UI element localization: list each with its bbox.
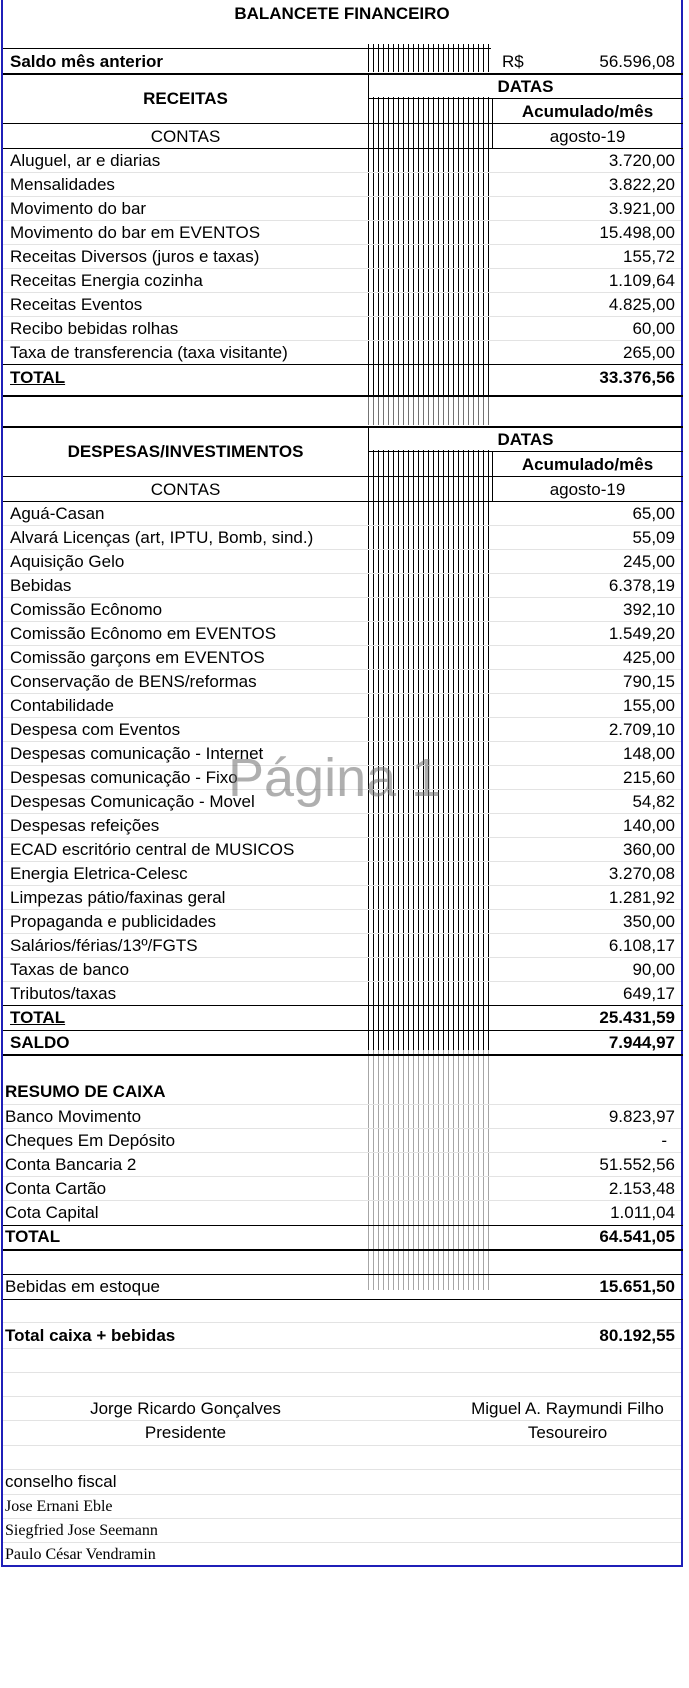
resumo-value: 2.153,48: [608, 1179, 675, 1198]
despesas-total-value: 25.431,59: [599, 1008, 675, 1027]
resumo-label: Cheques Em Depósito: [5, 1131, 176, 1150]
divider: [3, 1030, 683, 1031]
despesa-label: Alvará Licenças (art, IPTU, Bomb, sind.): [10, 528, 314, 547]
despesa-value: 6.378,19: [608, 576, 675, 595]
despesa-value: 54,82: [632, 792, 675, 811]
despesa-label: Comissão Ecônomo em EVENTOS: [10, 624, 277, 643]
despesa-label: Tributos/taxas: [10, 984, 117, 1003]
despesa-value: 392,10: [623, 600, 675, 619]
receitas-total-label: TOTAL: [10, 368, 66, 387]
despesa-value: 245,00: [623, 552, 675, 571]
conselho-membro: Siegfried Jose Seemann: [5, 1522, 158, 1539]
despesa-value: 65,00: [632, 504, 675, 523]
receita-value: 60,00: [632, 319, 675, 338]
saldo-label: SALDO: [10, 1033, 70, 1052]
divider: [3, 48, 491, 49]
resumo-value: 1.011,04: [610, 1203, 675, 1222]
despesa-label: Contabilidade: [10, 696, 114, 715]
despesas-datas-label: DATAS: [497, 430, 554, 449]
resumo-label: Cota Capital: [5, 1203, 99, 1222]
divider: [3, 123, 683, 124]
saldo-anterior-label: Saldo mês anterior: [10, 52, 164, 71]
despesa-label: Comissão Ecônomo: [10, 600, 163, 619]
receitas-total-value: 33.376,56: [599, 368, 675, 387]
receita-label: Movimento do bar em EVENTOS: [10, 223, 261, 242]
currency-symbol: R$: [502, 52, 524, 71]
divider: [3, 426, 683, 428]
despesa-value: 360,00: [623, 840, 675, 859]
receita-label: Receitas Energia cozinha: [10, 271, 203, 290]
resumo-heading: RESUMO DE CAIXA: [5, 1082, 166, 1101]
despesa-label: Propaganda e publicidades: [10, 912, 217, 931]
resumo-label: Conta Bancaria 2: [5, 1155, 137, 1174]
saldo-value: 7.944,97: [608, 1033, 675, 1052]
despesa-value: 155,00: [623, 696, 675, 715]
despesa-value: 215,60: [623, 768, 675, 787]
despesa-value: 649,17: [623, 984, 675, 1003]
presidente-nome: Jorge Ricardo Gonçalves: [90, 1399, 281, 1418]
resumo-label: Banco Movimento: [5, 1107, 142, 1126]
despesas-total-label: TOTAL: [10, 1008, 66, 1027]
despesa-value: 55,09: [632, 528, 675, 547]
resumo-label: Conta Cartão: [5, 1179, 107, 1198]
tesoureiro-cargo: Tesoureiro: [527, 1423, 608, 1442]
despesa-value: 3.270,08: [608, 864, 675, 883]
despesa-label: Despesas comunicação - Fixo: [10, 768, 238, 787]
hatch-column: [368, 397, 492, 425]
receitas-contas-label: CONTAS: [150, 127, 221, 146]
resumo-total-value: 64.541,05: [599, 1227, 675, 1246]
divider: [3, 73, 683, 75]
despesa-value: 6.108,17: [608, 936, 675, 955]
conselho-heading: conselho fiscal: [5, 1472, 117, 1491]
despesa-value: 425,00: [623, 648, 675, 667]
estoque-value: 15.651,50: [599, 1277, 675, 1296]
receita-value: 265,00: [623, 343, 675, 362]
receita-label: Receitas Diversos (juros e taxas): [10, 247, 260, 266]
despesa-label: Aguá-Casan: [10, 504, 105, 523]
estoque-label: Bebidas em estoque: [5, 1277, 160, 1296]
despesa-label: Energia Eletrica-Celesc: [10, 864, 188, 883]
conselho-membro: Paulo César Vendramin: [5, 1546, 156, 1563]
divider: [3, 1249, 683, 1251]
despesa-value: 1.281,92: [608, 888, 675, 907]
receita-label: Taxa de transferencia (taxa visitante): [10, 343, 288, 362]
despesa-value: 140,00: [623, 816, 675, 835]
divider: [492, 451, 493, 502]
resumo-value: -: [661, 1131, 667, 1150]
receita-label: Mensalidades: [10, 175, 115, 194]
divider: [3, 1299, 683, 1300]
despesa-label: Conservação de BENS/reformas: [10, 672, 257, 691]
despesa-label: Taxas de banco: [10, 960, 130, 979]
despesa-value: 148,00: [623, 744, 675, 763]
receita-label: Movimento do bar: [10, 199, 147, 218]
conselho-membro: Jose Ernani Eble: [5, 1498, 113, 1515]
receita-label: Receitas Eventos: [10, 295, 143, 314]
receita-label: Aluguel, ar e diarias: [10, 151, 161, 170]
resumo-value: 9.823,97: [608, 1107, 675, 1126]
despesa-label: Limpezas pátio/faxinas geral: [10, 888, 226, 907]
total-caixa-label: Total caixa + bebidas: [5, 1326, 176, 1345]
despesas-acumulado-label: Acumulado/mês: [521, 455, 654, 474]
receita-value: 15.498,00: [599, 223, 675, 242]
divider: [492, 98, 493, 149]
divider: [3, 476, 683, 477]
divider: [3, 1274, 683, 1275]
despesa-value: 350,00: [623, 912, 675, 931]
receita-value: 155,72: [623, 247, 675, 266]
divider: [3, 1225, 683, 1226]
divider: [3, 501, 683, 502]
total-caixa-value: 80.192,55: [599, 1326, 675, 1345]
divider: [368, 98, 683, 99]
tesoureiro-nome: Miguel A. Raymundi Filho: [471, 1399, 664, 1418]
despesa-label: Despesas comunicação - Internet: [10, 744, 264, 763]
presidente-cargo: Presidente: [144, 1423, 227, 1442]
saldo-anterior-value: 56.596,08: [599, 52, 675, 71]
divider: [368, 451, 683, 452]
receita-value: 3.921,00: [608, 199, 675, 218]
despesa-value: 90,00: [632, 960, 675, 979]
despesas-periodo-label: agosto-19: [549, 480, 626, 499]
page-watermark: Página 1: [228, 748, 442, 808]
despesa-label: Comissão garçons em EVENTOS: [10, 648, 265, 667]
receita-label: Recibo bebidas rolhas: [10, 319, 179, 338]
page-title: BALANCETE FINANCEIRO: [234, 4, 450, 23]
divider: [3, 395, 683, 397]
receitas-acumulado-label: Acumulado/mês: [521, 102, 654, 121]
receitas-datas-label: DATAS: [497, 77, 554, 96]
resumo-value: 51.552,56: [599, 1155, 675, 1174]
despesa-label: Despesas refeições: [10, 816, 160, 835]
despesas-heading: DESPESAS/INVESTIMENTOS: [67, 442, 304, 461]
receita-value: 1.109,64: [608, 271, 675, 290]
despesa-label: Despesas Comunicação - Movel: [10, 792, 255, 811]
divider: [368, 427, 369, 502]
divider: [3, 1054, 683, 1056]
despesa-label: Aquisição Gelo: [10, 552, 125, 571]
receita-value: 3.720,00: [608, 151, 675, 170]
despesa-value: 2.709,10: [608, 720, 675, 739]
receitas-heading: RECEITAS: [143, 89, 228, 108]
despesas-contas-label: CONTAS: [150, 480, 221, 499]
despesa-label: ECAD escritório central de MUSICOS: [10, 840, 295, 859]
divider: [3, 148, 683, 149]
resumo-total-label: TOTAL: [5, 1227, 61, 1246]
despesa-label: Salários/férias/13º/FGTS: [10, 936, 198, 955]
despesa-label: Despesa com Eventos: [10, 720, 181, 739]
hatch-column: [368, 97, 492, 397]
despesa-label: Bebidas: [10, 576, 72, 595]
divider: [368, 74, 369, 149]
despesa-value: 790,15: [623, 672, 675, 691]
hatch-column: [368, 1050, 492, 1290]
receita-value: 4.825,00: [608, 295, 675, 314]
receita-value: 3.822,20: [608, 175, 675, 194]
despesa-value: 1.549,20: [608, 624, 675, 643]
receitas-periodo-label: agosto-19: [549, 127, 626, 146]
